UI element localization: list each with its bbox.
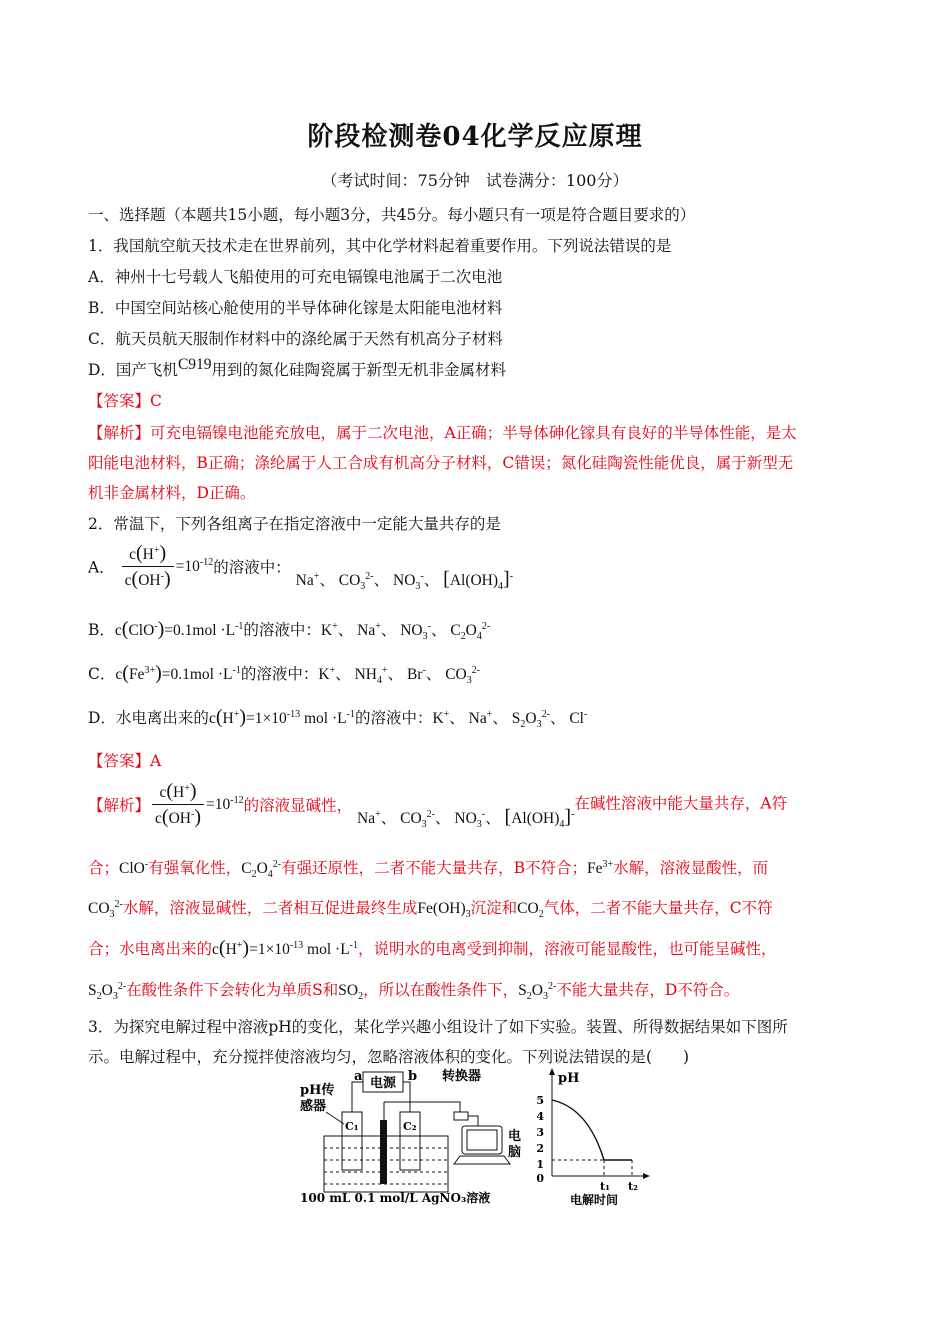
q2-option-d-ions: K+、 Na+、 $S_2O_3^{2-}$、 Cl- [432,708,588,731]
q2-explanation-2: 合；ClO-有强氧化性，$C_2O_4^{2-}$有强还原性，二者不能大量共存，B不符合；$Fe^{3+}$水解，溶液显酸性，而 [88,858,769,881]
terminal-b-label: b [408,1069,418,1084]
q2-answer: 【答案】A [88,752,162,770]
ph-sensor-label-2: 感器 [300,1099,327,1114]
q1-explanation-1: 【解析】可充电镉镍电池能充放电，属于二次电池，A正确；半导体砷化镓具有良好的半导体性能，是太 [88,424,797,442]
q2-option-a-label: A． [88,558,115,577]
q2-explanation-5: $S_2O_3^{2-}$在酸性条件下会转化为单质S和$SO_2$，所以在酸性条件下，$S_2O_3^{2-}$不能大量共存，D不符合。 [88,980,740,1003]
q2-option-c-label: C． [88,665,116,683]
q2-explanation-a: 的溶液显碱性， [243,796,353,815]
q2-option-a-cond: 的溶液中： [213,558,291,577]
q1-answer: 【答案】C [88,392,162,410]
q2-option-c: C．$c(Fe^{3+})=0.1mol \cdot L^{-1}$的溶液中：K+、 $NH_4^+$、 Br-、 $CO_3^{2-}$ [88,662,481,687]
q1-option-c: C．航天员航天服制作材料中的涤纶属于天然有机高分子材料 [88,330,503,348]
ph-sensor-label-1: pH传 [300,1083,335,1098]
terminal-a-label: a [354,1069,363,1084]
q1-option-d-post: 用到的氮化硅陶瓷属于新型无机非金属材料 [211,361,507,379]
q2-option-a: A． $\frac{c(H^+)}{c(OH^-)}$ $=10^{-12}$的溶液中： Na+、 $CO_3^{2-}$、 $NO_3^-$、 $[Al(OH)_4]^-$ [88,542,514,592]
q2-explanation-3: $CO_3^{2-}$水解，溶液显碱性，二者相互促进最终生成$Fe(OH)_3$沉淀和$CO_2$气体，二者不能大量共存，C不符 [88,898,773,921]
q1-stem: 1．我国航空航天技术走在世界前列，其中化学材料起着重要作用。下列说法错误的是 [88,237,672,255]
solution-label: 100 mL 0.1 mol/L AgNO₃溶液 [300,1191,491,1205]
q2-option-d-cond: 的溶液中： [354,709,433,727]
q1-explanation-3: 机非金属材料，D正确。 [88,484,256,502]
computer-keyboard [454,1156,510,1164]
q1-option-d-symbol: C919 [177,356,212,373]
q2-option-c-cond: 的溶液中： [240,665,319,683]
page-title: 阶段检测卷04化学反应原理 [307,122,643,152]
y-tick-3: 3 [536,1126,544,1139]
q2-option-c-ions: K+、 $NH_4^+$、 Br-、 $CO_3^{2-}$ [318,664,481,687]
electrode-c1-label: C₁ [345,1120,359,1133]
q2-option-b-ions: K+、 Na+、 $NO_3^-$、 $C_2O_4^{2-}$ [320,620,491,643]
graph-x-label: 电解时间 [570,1193,619,1207]
section-heading: 一、选择题（本题共15小题，每小题3分，共45分。每小题只有一项是符合题目要求的） [88,206,696,224]
ph-time-graph [536,1068,650,1207]
y-tick-1: 1 [536,1158,544,1171]
q1-option-d-pre: D．国产飞机 [88,361,178,379]
electrolysis-figure [296,1068,656,1208]
q2-explanation-4: 合；水电离出来的$c(H^+)=1\times 10^{-13}$ mol $\cdot L^{-1}$，说明水的电离受到抑制，溶液可能显酸性，也可能呈碱性， [88,937,777,959]
y-tick-4: 4 [536,1110,544,1123]
exam-info: （考试时间：75分钟 试卷满分：100分） [321,171,629,190]
electrode-c2-label: C₂ [403,1120,417,1133]
x-tick-t2: t₂ [628,1180,638,1193]
q3-stem-1: 3．为探究电解过程中溶液pH的变化，某化学兴趣小组设计了如下实验。装置、所得数据结果如下图所 [88,1018,788,1036]
q2-explanation-label: 【解析】 [88,796,151,815]
q2-stem: 2．常温下，下列各组离子在指定溶液中一定能大量共存的是 [88,515,501,533]
q2-option-d: D．水电离出来的$c(H^+)=1\times 10^{-13}$ mol $\cdot L^{-1}$的溶液中：K+、 Na+、 $S_2O_3^{2-}$、 Cl- [88,706,588,731]
graph-y-label: pH [558,1071,580,1086]
q2-option-b-label: B． [88,621,115,639]
converter-box [454,1112,468,1120]
y-tick-5: 5 [536,1094,544,1107]
x-tick-t1: t₁ [600,1180,610,1193]
q2-option-a-ratio: $\frac{c(H^+)}{c(OH^-)}$ [122,542,174,591]
y-tick-0: 0 [536,1172,544,1185]
q2-option-b: B．$c(ClO^-)=0.1mol \cdot L^{-1}$的溶液中：K+、 Na+、 $NO_3^-$、 $C_2O_4^{2-}$ [88,618,491,643]
q1-option-b: B．中国空间站核心舱使用的半导体砷化镓是太阳能电池材料 [88,299,503,317]
computer-label-1: 电 [508,1129,522,1144]
q2-explanation-1: 【解析】 $\frac{c(H^+)}{c(OH^-)}$ $=10^{-12}$的溶液显碱性， Na+、 $CO_3^{2-}$、 $NO_3^-$、 $[Al(OH)_4]^-$在碱性溶液中能大量共存，A符 [88,780,788,830]
q3-stem-2: 示。电解过程中，充分搅拌使溶液均匀，忽略溶液体积的变化。下列说法错误的是( ) [88,1048,690,1066]
q2-explanation-a2: 在碱性溶液中能大量共存，A符 [574,794,788,813]
q2-option-a-ions: Na+、 $CO_3^{2-}$、 $NO_3^-$、 $[Al(OH)_4]^-$ [295,567,514,592]
electrolysis-apparatus [300,1068,521,1205]
power-label: 电源 [369,1076,397,1091]
computer-label-2: 脑 [508,1145,522,1160]
q1-option-d [88,358,506,380]
q1-explanation-2: 阳能电池材料，B正确；涤纶属于人工合成有机高分子材料，C错误；氮化硅陶瓷性能优良，属于新型无 [88,454,794,472]
ph-curve [552,1100,604,1160]
q2-option-b-cond: 的溶液中： [243,621,321,639]
y-tick-2: 2 [536,1142,544,1155]
q2-option-d-label: D．水电离出来的 [88,709,209,727]
converter-label: 转换器 [442,1069,482,1084]
ph-probe [380,1120,387,1184]
q1-option-a: A．神州十七号载人飞船使用的可充电镉镍电池属于二次电池 [88,268,503,286]
